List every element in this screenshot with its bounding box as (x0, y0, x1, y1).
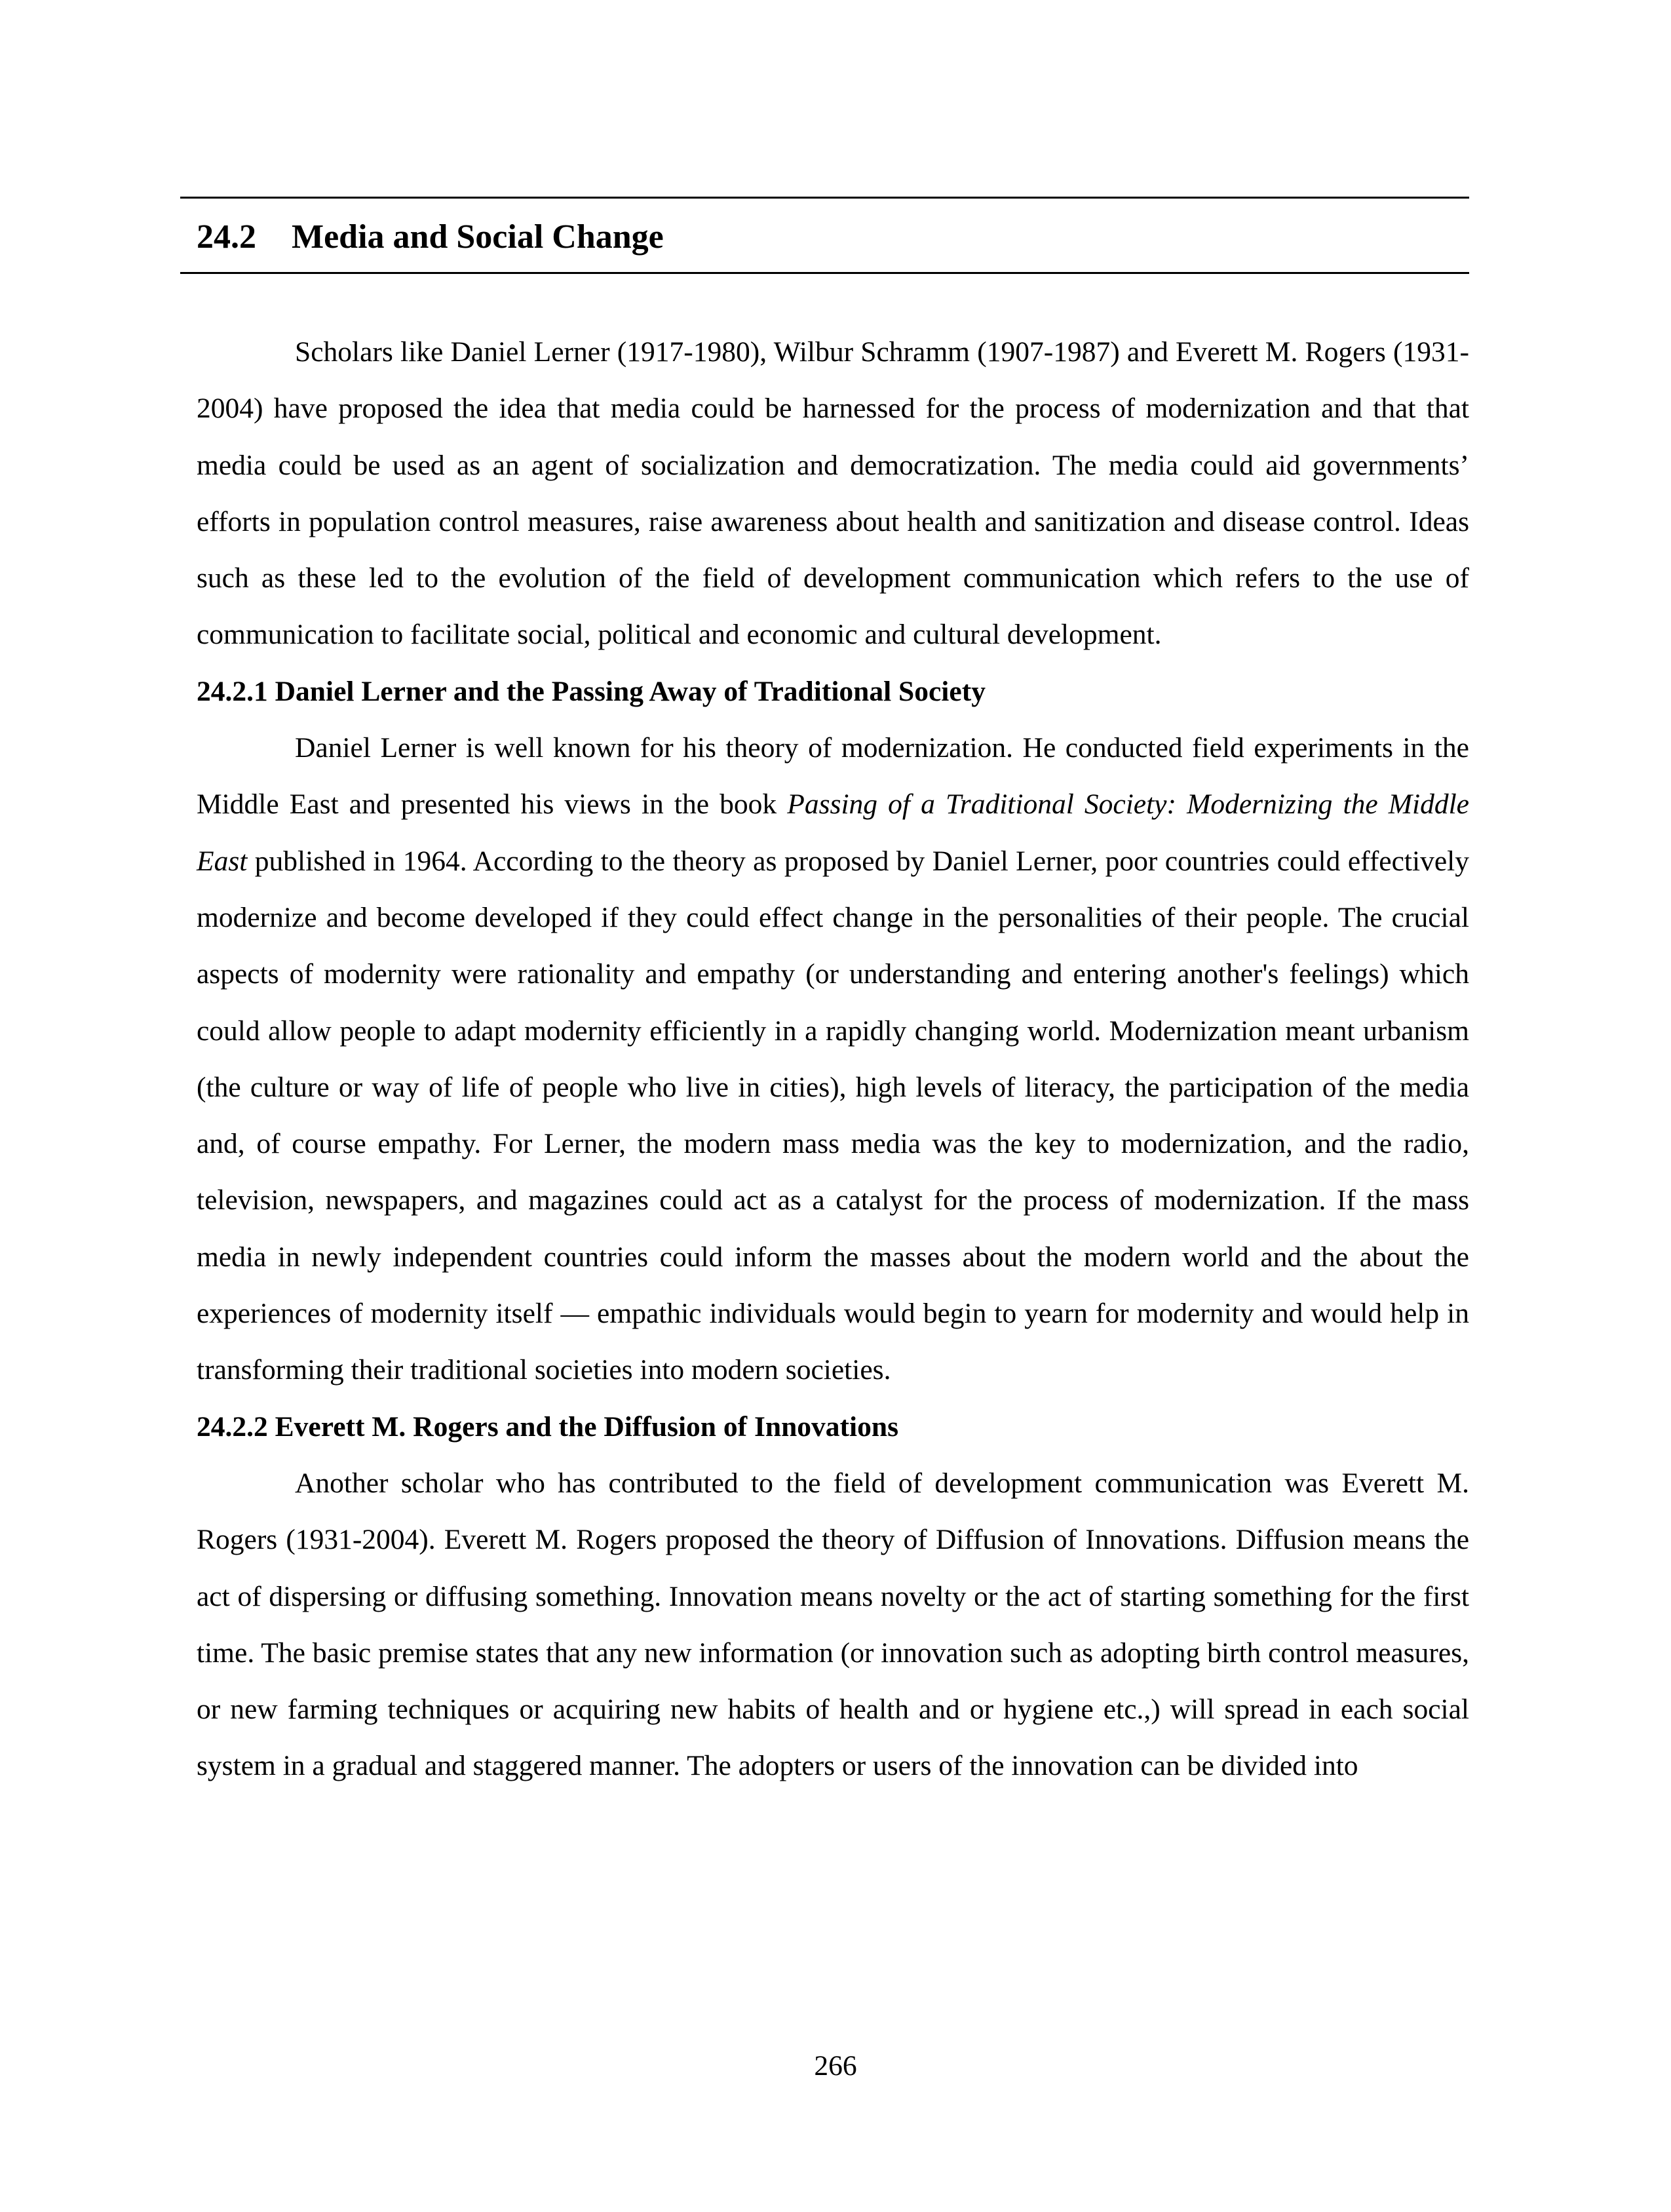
header-rule-top (180, 197, 1469, 199)
intro-paragraph: Scholars like Daniel Lerner (1917-1980), Wilbur Schramm (1907-1987) and Everett M. Rogers (1931-2004) have proposed the idea that media could be harnessed for the process of modernization and that that media could be used as an agent of socialization and democratization. The media could aid governments’ efforts in population control measures, raise awareness about health and sanitization and disease control. Ideas such as these led to the evolution of the field of development communication which refers to the use of communication to facilitate social, political and economic and cultural development. (197, 336, 1469, 651)
section-number: 24.2 (197, 218, 256, 256)
header-rule-bottom (180, 272, 1469, 274)
book-title: Passing of a Traditional Society: Modernizing the Middle East (197, 788, 1469, 877)
rogers-paragraph: Another scholar who has contributed to the field of development communication was Everett M. Rogers (1931-2004). Everett M. Rogers proposed the theory of Diffusion of Innovations. Diffusion means the act of dispersing or diffusing something. Innovation means novelty or the act of starting something for the first time. The basic premise states that any new information (or innovation such as adopting birth control measures, or new farming techniques or acquiring new habits of health and or hygiene etc.,) will spread in each social system in a gradual and staggered manner. The adopters or users of the innovation can be divided into (197, 1467, 1469, 1782)
section-title: Media and Social Change (292, 218, 664, 256)
subsection-heading-lerner: 24.2.1 Daniel Lerner and the Passing Away of Traditional Society (197, 675, 986, 707)
lerner-text-end: published in 1964. According to the theory as proposed by Daniel Lerner, poor countries could effectively modernize and become developed if they could effect change in the personalities of their people. The crucial aspects of modernity were rationality and empathy (or understanding and entering another's feelings) which could allow people to adapt modernity efficiently in a rapidly changing world. Modernization meant urbanism (the culture or way of life of people who live in cities), high levels of literacy, the participation of the media and, of course empathy. For Lerner, the modern mass media was the key to modernization, and the radio, television, newspapers, and magazines could act as a catalyst for the process of modernization. If the mass media in newly independent countries could inform the masses about the modern world and the about the experiences of modernity itself — empathic individuals would begin to yearn for modernity and would help in transforming their traditional societies into modern societies. (197, 845, 1469, 1386)
body-text (197, 324, 1469, 1795)
lerner-paragraph (197, 720, 1469, 1399)
page-number: 266 (814, 2050, 857, 2082)
subsection-heading-rogers: 24.2.2 Everett M. Rogers and the Diffusion of Innovations (197, 1410, 898, 1443)
lerner-text-start: Daniel Lerner is well known for his theory of modernization. He conducted field experiments in the Middle East and presented his views in the book (197, 732, 1469, 821)
section-heading (197, 211, 664, 263)
